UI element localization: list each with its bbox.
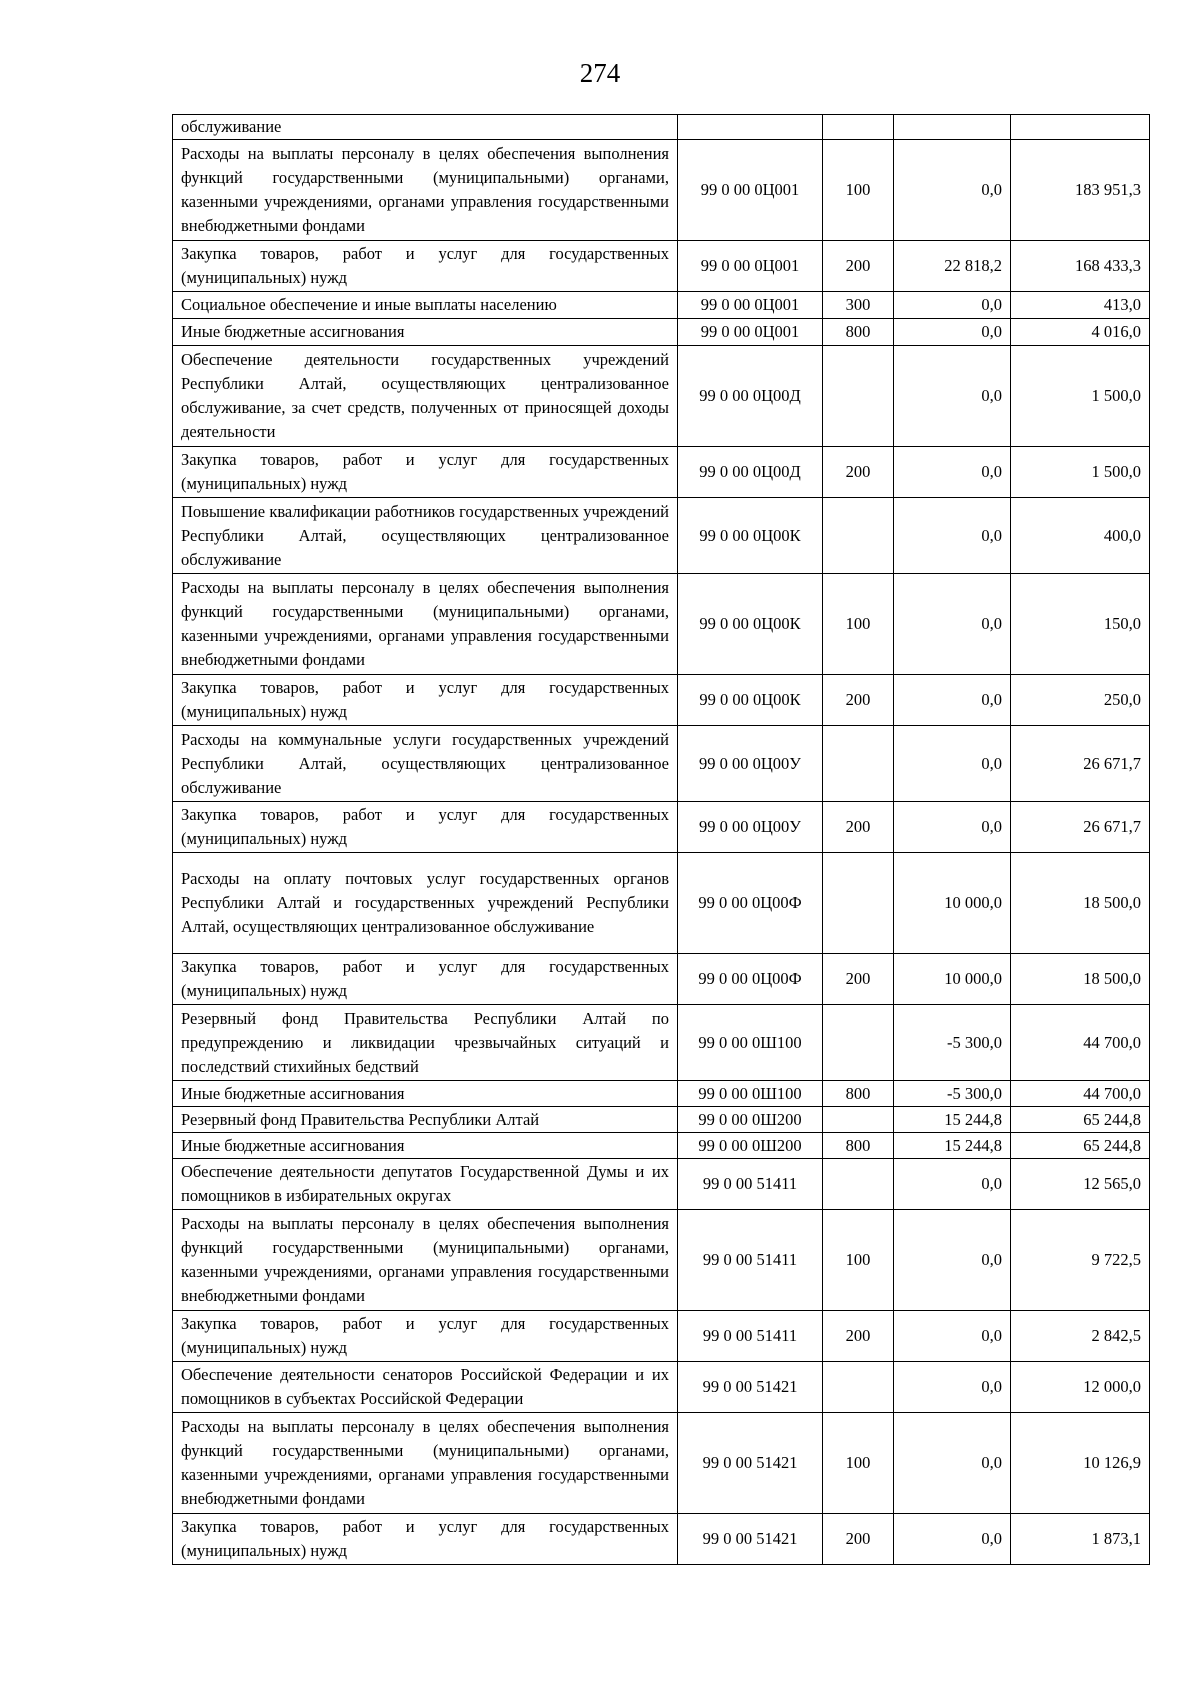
row-total: 2 842,5 (1011, 1311, 1150, 1362)
table-row (173, 1107, 1150, 1133)
row-total: 18 500,0 (1011, 853, 1150, 954)
row-expense-type: 100 (823, 140, 894, 241)
row-total: 12 565,0 (1011, 1159, 1150, 1210)
row-name: Расходы на выплаты персоналу в целях обеспечения выполнения функций государственными (муниципальными) органами, казенными учреждениями, органами управления государственными внебюджетными фондами (173, 1413, 678, 1514)
row-change: 10 000,0 (894, 853, 1011, 954)
row-name: Закупка товаров, работ и услуг для государственных (муниципальных) нужд (173, 802, 678, 853)
row-expense-type: 200 (823, 675, 894, 726)
row-code (678, 115, 823, 140)
row-expense-type (823, 1159, 894, 1210)
row-name: Резервный фонд Правительства Республики Алтай по предупреждению и ликвидации чрезвычайных ситуаций и последствий стихийных бедствий (173, 1005, 678, 1081)
row-total: 150,0 (1011, 574, 1150, 675)
row-name: Иные бюджетные ассигнования (173, 319, 678, 346)
row-expense-type (823, 853, 894, 954)
row-code: 99 0 00 51411 (678, 1159, 823, 1210)
row-change: 0,0 (894, 802, 1011, 853)
row-name: Резервный фонд Правительства Республики Алтай (173, 1107, 678, 1133)
row-expense-type: 200 (823, 1514, 894, 1565)
table-row (173, 447, 1150, 498)
row-name: Расходы на выплаты персоналу в целях обеспечения выполнения функций государственными (муниципальными) органами, казенными учреждениями, органами управления государственными внебюджетными фондами (173, 1210, 678, 1311)
row-code: 99 0 00 0Ш200 (678, 1107, 823, 1133)
row-change: 0,0 (894, 1514, 1011, 1565)
budget-table (172, 114, 1150, 1565)
row-change (894, 115, 1011, 140)
row-total: 65 244,8 (1011, 1133, 1150, 1159)
row-expense-type (823, 1005, 894, 1081)
row-code: 99 0 00 0Ш100 (678, 1005, 823, 1081)
row-total: 1 500,0 (1011, 346, 1150, 447)
row-total: 18 500,0 (1011, 954, 1150, 1005)
row-code: 99 0 00 0Ц00К (678, 574, 823, 675)
row-change: 10 000,0 (894, 954, 1011, 1005)
row-change: 0,0 (894, 574, 1011, 675)
row-expense-type (823, 726, 894, 802)
row-name: Расходы на выплаты персоналу в целях обеспечения выполнения функций государственными (муниципальными) органами, казенными учреждениями, органами управления государственными внебюджетными фондами (173, 574, 678, 675)
row-code: 99 0 00 0Ц00Ф (678, 853, 823, 954)
row-total: 1 500,0 (1011, 447, 1150, 498)
row-expense-type (823, 498, 894, 574)
row-name: Закупка товаров, работ и услуг для государственных (муниципальных) нужд (173, 447, 678, 498)
row-name: Закупка товаров, работ и услуг для государственных (муниципальных) нужд (173, 241, 678, 292)
row-expense-type: 100 (823, 574, 894, 675)
row-change: 0,0 (894, 319, 1011, 346)
row-code: 99 0 00 0Ш200 (678, 1133, 823, 1159)
table-row (173, 1413, 1150, 1514)
table-row (173, 1311, 1150, 1362)
row-change: 0,0 (894, 498, 1011, 574)
row-name: Повышение квалификации работников государственных учреждений Республики Алтай, осуществляющих централизованное обслуживание (173, 498, 678, 574)
row-name: Расходы на оплату почтовых услуг государственных органов Республики Алтай и государственных учреждений Республики Алтай, осуществляющих централизованное обслуживание (173, 853, 678, 954)
row-expense-type: 100 (823, 1413, 894, 1514)
row-name: Закупка товаров, работ и услуг для государственных (муниципальных) нужд (173, 954, 678, 1005)
row-change: 0,0 (894, 1413, 1011, 1514)
row-change: 0,0 (894, 292, 1011, 319)
row-code: 99 0 00 0Ш100 (678, 1081, 823, 1107)
row-expense-type: 800 (823, 1133, 894, 1159)
row-code: 99 0 00 51421 (678, 1413, 823, 1514)
row-expense-type: 100 (823, 1210, 894, 1311)
table-row (173, 726, 1150, 802)
table-row (173, 1133, 1150, 1159)
row-name: Обеспечение деятельности сенаторов Российской Федерации и их помощников в субъектах Российской Федерации (173, 1362, 678, 1413)
row-expense-type: 200 (823, 1311, 894, 1362)
row-name: Иные бюджетные ассигнования (173, 1081, 678, 1107)
table-row (173, 292, 1150, 319)
row-total: 168 433,3 (1011, 241, 1150, 292)
row-code: 99 0 00 51421 (678, 1514, 823, 1565)
row-code: 99 0 00 0Ц001 (678, 292, 823, 319)
row-change: 22 818,2 (894, 241, 1011, 292)
row-change: 0,0 (894, 447, 1011, 498)
table-row (173, 1210, 1150, 1311)
row-change: 0,0 (894, 1362, 1011, 1413)
row-total: 400,0 (1011, 498, 1150, 574)
row-change: 0,0 (894, 140, 1011, 241)
row-total: 10 126,9 (1011, 1413, 1150, 1514)
row-expense-type: 200 (823, 241, 894, 292)
budget-table-body (173, 115, 1150, 1565)
table-row (173, 1362, 1150, 1413)
row-total: 65 244,8 (1011, 1107, 1150, 1133)
row-expense-type: 800 (823, 319, 894, 346)
row-expense-type: 200 (823, 447, 894, 498)
row-code: 99 0 00 0Ц00К (678, 498, 823, 574)
row-code: 99 0 00 51411 (678, 1210, 823, 1311)
row-name: Расходы на коммунальные услуги государственных учреждений Республики Алтай, осуществляющих централизованное обслуживание (173, 726, 678, 802)
row-code: 99 0 00 51421 (678, 1362, 823, 1413)
row-code: 99 0 00 0Ц00У (678, 726, 823, 802)
row-expense-type: 300 (823, 292, 894, 319)
table-row (173, 954, 1150, 1005)
row-name: Иные бюджетные ассигнования (173, 1133, 678, 1159)
row-change: 0,0 (894, 1159, 1011, 1210)
row-total: 26 671,7 (1011, 726, 1150, 802)
row-total: 12 000,0 (1011, 1362, 1150, 1413)
row-expense-type: 200 (823, 802, 894, 853)
row-code: 99 0 00 0Ц00У (678, 802, 823, 853)
row-code: 99 0 00 51411 (678, 1311, 823, 1362)
row-total: 44 700,0 (1011, 1081, 1150, 1107)
row-name: Обеспечение деятельности депутатов Государственной Думы и их помощников в избирательных округах (173, 1159, 678, 1210)
page-number: 274 (579, 58, 621, 88)
table-row (173, 115, 1150, 140)
table-row (173, 346, 1150, 447)
table-row (173, 140, 1150, 241)
row-change: 0,0 (894, 1210, 1011, 1311)
row-change: -5 300,0 (894, 1005, 1011, 1081)
row-change: 15 244,8 (894, 1133, 1011, 1159)
row-name: Закупка товаров, работ и услуг для государственных (муниципальных) нужд (173, 1514, 678, 1565)
row-total: 413,0 (1011, 292, 1150, 319)
row-code: 99 0 00 0Ц00К (678, 675, 823, 726)
row-expense-type (823, 346, 894, 447)
row-change: 0,0 (894, 726, 1011, 802)
row-name: Социальное обеспечение и иные выплаты населению (173, 292, 678, 319)
table-row (173, 675, 1150, 726)
row-change: 0,0 (894, 346, 1011, 447)
row-total (1011, 115, 1150, 140)
row-expense-type: 200 (823, 954, 894, 1005)
row-total: 250,0 (1011, 675, 1150, 726)
table-row (173, 1159, 1150, 1210)
row-code: 99 0 00 0Ц001 (678, 319, 823, 346)
table-row (173, 1081, 1150, 1107)
row-name: Обеспечение деятельности государственных учреждений Республики Алтай, осуществляющих централизованное обслуживание, за счет средств, полученных от приносящей доходы деятельности (173, 346, 678, 447)
row-code: 99 0 00 0Ц001 (678, 241, 823, 292)
row-name: обслуживание (173, 115, 678, 140)
row-code: 99 0 00 0Ц00Д (678, 346, 823, 447)
table-row (173, 853, 1150, 954)
row-name: Закупка товаров, работ и услуг для государственных (муниципальных) нужд (173, 675, 678, 726)
row-total: 4 016,0 (1011, 319, 1150, 346)
row-change: 0,0 (894, 1311, 1011, 1362)
row-code: 99 0 00 0Ц001 (678, 140, 823, 241)
table-row (173, 574, 1150, 675)
table-row (173, 319, 1150, 346)
row-expense-type (823, 115, 894, 140)
table-row (173, 241, 1150, 292)
row-expense-type: 800 (823, 1081, 894, 1107)
row-change: -5 300,0 (894, 1081, 1011, 1107)
row-total: 183 951,3 (1011, 140, 1150, 241)
table-row (173, 498, 1150, 574)
table-row (173, 802, 1150, 853)
row-code: 99 0 00 0Ц00Ф (678, 954, 823, 1005)
table-row (173, 1005, 1150, 1081)
row-total: 9 722,5 (1011, 1210, 1150, 1311)
row-change: 15 244,8 (894, 1107, 1011, 1133)
row-expense-type (823, 1362, 894, 1413)
row-change: 0,0 (894, 675, 1011, 726)
row-name: Расходы на выплаты персоналу в целях обеспечения выполнения функций государственными (муниципальными) органами, казенными учреждениями, органами управления государственными внебюджетными фондами (173, 140, 678, 241)
row-total: 26 671,7 (1011, 802, 1150, 853)
row-total: 44 700,0 (1011, 1005, 1150, 1081)
row-name: Закупка товаров, работ и услуг для государственных (муниципальных) нужд (173, 1311, 678, 1362)
table-row (173, 1514, 1150, 1565)
row-code: 99 0 00 0Ц00Д (678, 447, 823, 498)
row-total: 1 873,1 (1011, 1514, 1150, 1565)
row-expense-type (823, 1107, 894, 1133)
